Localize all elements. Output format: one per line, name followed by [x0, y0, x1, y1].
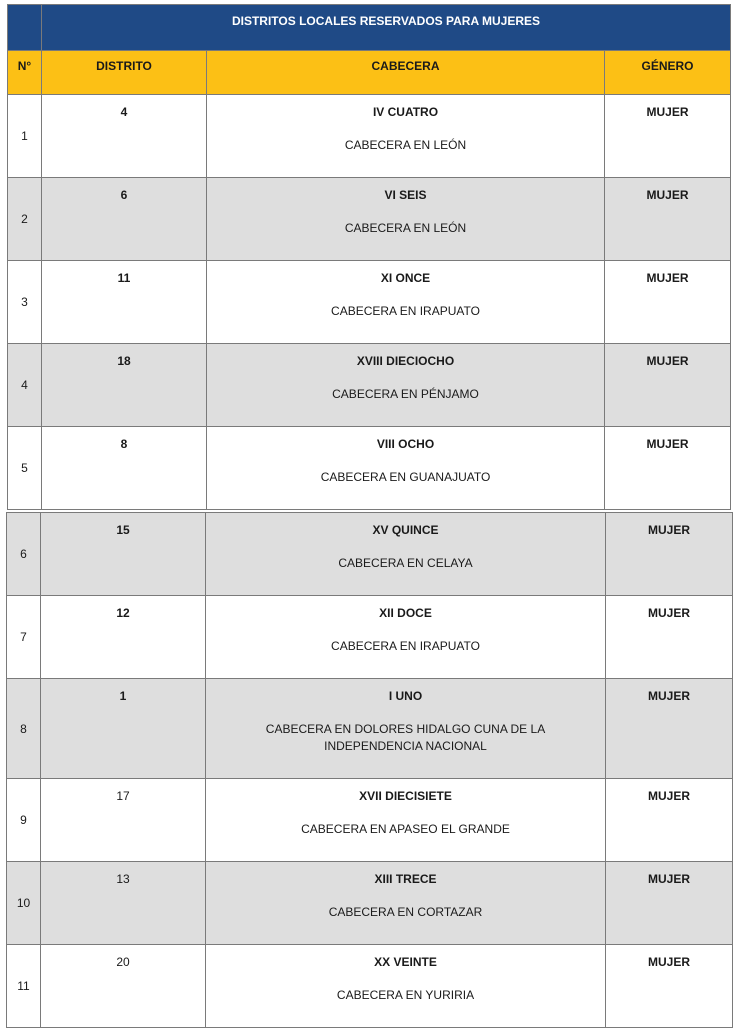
district-number: 1 — [41, 679, 206, 779]
row-number: 9 — [7, 779, 41, 862]
district-number: 8 — [42, 427, 207, 510]
district-name: IV CUATRO — [372, 105, 439, 119]
district-number: 13 — [41, 862, 206, 945]
cabecera-cell — [207, 344, 605, 427]
district-number: 11 — [42, 261, 207, 344]
cabecera-cell — [206, 945, 606, 1028]
districts-table-top — [7, 4, 731, 510]
district-number: 15 — [41, 513, 206, 596]
district-number: 4 — [42, 95, 207, 178]
district-number: 12 — [41, 596, 206, 679]
cabecera-text: CABECERA EN DOLORES HIDALGO CUNA DE LA INDEPENDENCIA NACIONAL — [265, 722, 546, 753]
table-row — [7, 779, 733, 862]
row-number: 5 — [8, 427, 42, 510]
table-row — [8, 261, 731, 344]
cabecera-cell — [206, 513, 606, 596]
district-name: VI SEIS — [384, 188, 427, 202]
district-name: XIII TRECE — [374, 872, 437, 886]
cabecera-text: CABECERA EN LEÓN — [344, 138, 467, 152]
cabecera-text: CABECERA EN IRAPUATO — [331, 639, 480, 653]
district-name: XVII DIECISIETE — [359, 789, 452, 803]
gender: MUJER — [605, 261, 731, 344]
cabecera-cell — [207, 427, 605, 510]
district-name: XV QUINCE — [372, 523, 439, 537]
table-title: DISTRITOS LOCALES RESERVADOS PARA MUJERES — [42, 5, 731, 51]
row-number: 3 — [8, 261, 42, 344]
cabecera-cell — [206, 596, 606, 679]
cabecera-cell — [206, 779, 606, 862]
district-number: 17 — [41, 779, 206, 862]
cabecera-text: CABECERA EN IRAPUATO — [331, 304, 480, 318]
district-number: 18 — [42, 344, 207, 427]
table-row — [7, 513, 733, 596]
row-number: 10 — [7, 862, 41, 945]
table-row — [7, 596, 733, 679]
gender: MUJER — [606, 513, 733, 596]
districts-table-bottom — [6, 512, 733, 1028]
gender: MUJER — [606, 596, 733, 679]
header-cabecera: CABECERA — [207, 51, 605, 95]
gender: MUJER — [606, 679, 733, 779]
district-name: VIII OCHO — [376, 437, 435, 451]
district-number: 20 — [41, 945, 206, 1028]
table-row — [7, 679, 733, 779]
table-row — [8, 178, 731, 261]
table-row — [8, 427, 731, 510]
table-row — [8, 344, 731, 427]
row-number: 6 — [7, 513, 41, 596]
table-row — [7, 945, 733, 1028]
header-genero: GÉNERO — [605, 51, 731, 95]
district-name: XX VEINTE — [374, 955, 437, 969]
gender: MUJER — [605, 95, 731, 178]
cabecera-cell — [207, 95, 605, 178]
cabecera-cell — [207, 178, 605, 261]
district-name: XII DOCE — [379, 606, 432, 620]
district-number: 6 — [42, 178, 207, 261]
cabecera-text: CABECERA EN CORTAZAR — [328, 905, 483, 919]
district-name: XVIII DIECIOCHO — [356, 354, 455, 368]
title-corner — [8, 5, 42, 51]
header-distrito: DISTRITO — [42, 51, 207, 95]
row-number: 11 — [7, 945, 41, 1028]
cabecera-text: CABECERA EN LEÓN — [344, 221, 467, 235]
gender: MUJER — [605, 427, 731, 510]
district-name: XI ONCE — [380, 271, 431, 285]
gender: MUJER — [605, 344, 731, 427]
row-number: 2 — [8, 178, 42, 261]
gender: MUJER — [606, 945, 733, 1028]
gender: MUJER — [606, 862, 733, 945]
gender: MUJER — [605, 178, 731, 261]
header-num: N° — [8, 51, 42, 95]
cabecera-text: CABECERA EN YURIRIA — [336, 988, 475, 1002]
cabecera-text: CABECERA EN APASEO EL GRANDE — [301, 822, 510, 836]
cabecera-cell — [206, 862, 606, 945]
table-row — [7, 862, 733, 945]
cabecera-text: CABECERA EN GUANAJUATO — [320, 470, 491, 484]
row-number: 7 — [7, 596, 41, 679]
row-number: 4 — [8, 344, 42, 427]
gender: MUJER — [606, 779, 733, 862]
district-name: I UNO — [388, 689, 423, 703]
table-row — [8, 95, 731, 178]
cabecera-text: CABECERA EN CELAYA — [338, 556, 473, 570]
row-number: 8 — [7, 679, 41, 779]
row-number: 1 — [8, 95, 42, 178]
cabecera-cell — [206, 679, 606, 779]
cabecera-text: CABECERA EN PÉNJAMO — [332, 387, 479, 401]
cabecera-cell — [207, 261, 605, 344]
